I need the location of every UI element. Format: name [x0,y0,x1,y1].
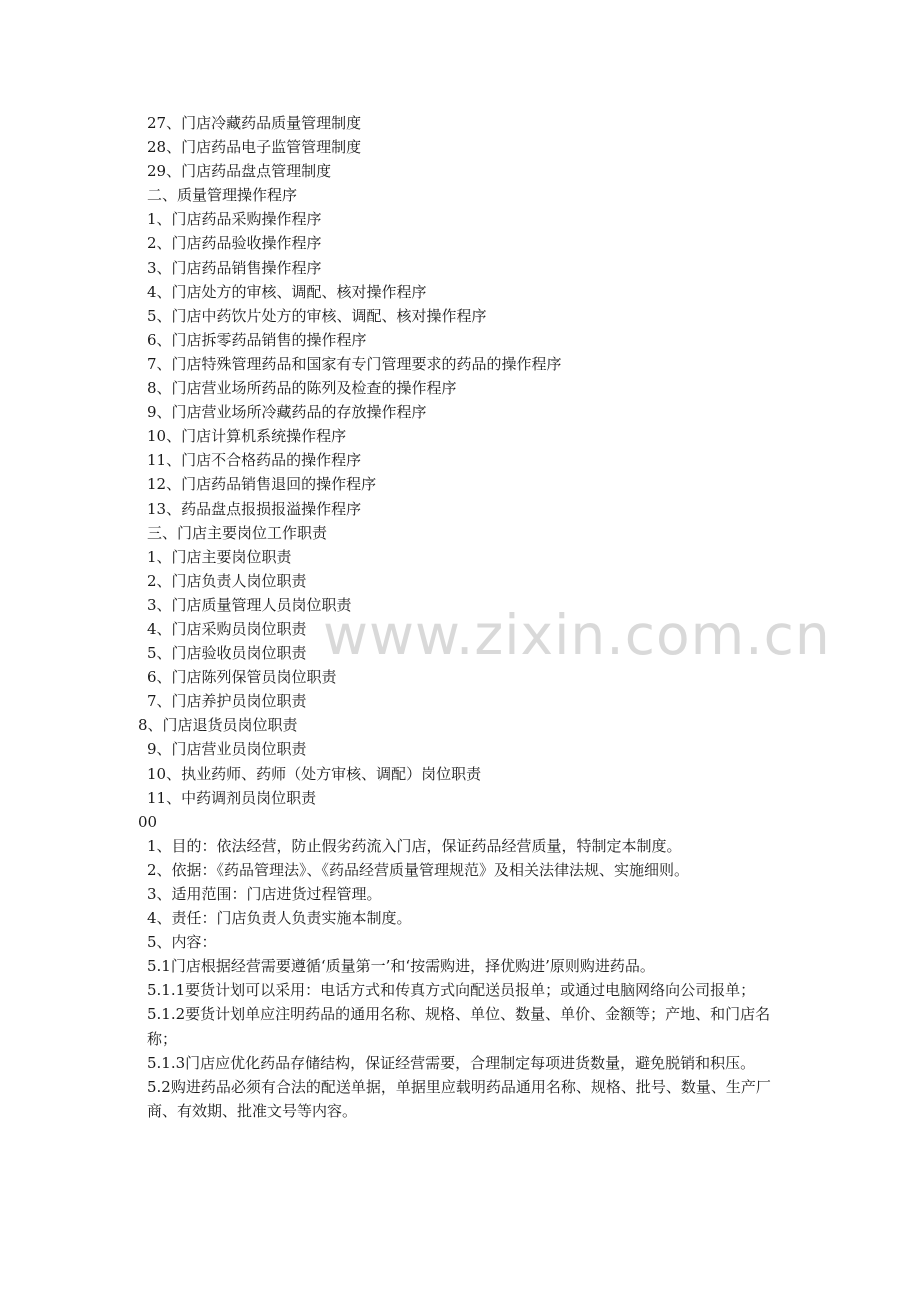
text-line: 8、门店退货员岗位职责 [138,716,298,735]
text-line: 三、门店主要岗位工作职责 [147,523,328,542]
text-line: 5.1.1要货计划可以采用：电话方式和传真方式向配送员报单；或通过电脑网络向公司报单； [147,981,756,1000]
text-line: 4、责任：门店负责人负责实施本制度。 [147,909,412,928]
text-line: 二、质量管理操作程序 [147,186,298,205]
text-line: 13、药品盘点报损报溢操作程序 [147,499,362,518]
text-line: 10、执业药师、药师（处方审核、调配）岗位职责 [147,764,482,783]
text-line: 28、门店药品电子监管管理制度 [147,138,362,157]
text-line: 1、目的：依法经营，防止假劣药流入门店，保证药品经营质量，特制定本制度。 [147,836,682,855]
text-line: 3、门店质量管理人员岗位职责 [147,595,352,614]
text-line: 5.2购进药品必须有合法的配送单据，单据里应载明药品通用名称、规格、批号、数量、生产厂商、有效期、批准文号等内容。 [147,1077,771,1120]
document-body [138,111,786,1123]
text-line: 9、门店营业员岗位职责 [147,740,307,759]
text-line: 12、门店药品销售退回的操作程序 [147,475,377,494]
watermark: www.zixin.com.cn [323,603,831,667]
text-line: 2、门店药品验收操作程序 [147,234,322,253]
text-line: 1、门店药品采购操作程序 [147,210,322,229]
text-line: 11、中药调剂员岗位职责 [147,788,317,807]
text-line: 11、门店不合格药品的操作程序 [147,451,362,470]
text-line: 3、门店药品销售操作程序 [147,258,322,277]
text-line: 5.1门店根据经营需要遵循‘质量第一’和‘按需购进，择优购进’原则购进药品。 [147,957,655,976]
text-line: 5、门店中药饮片处方的审核、调配、核对操作程序 [147,306,487,325]
text-line: 29、门店药品盘点管理制度 [147,162,332,181]
text-line: 5、门店验收员岗位职责 [147,644,307,663]
text-line: 5.1.3门店应优化药品存储结构，保证经营需要，合理制定每项进货数量，避免脱销和积压。 [147,1053,756,1072]
text-line: 00 [138,812,158,831]
text-line: 7、门店养护员岗位职责 [147,692,307,711]
text-line: 2、依据：《药品管理法》、《药品经营质量管理规范》及相关法律法规、实施细则。 [147,860,690,879]
text-line: 10、门店计算机系统操作程序 [147,427,347,446]
text-line: 2、门店负责人岗位职责 [147,571,307,590]
text-line: 1、门店主要岗位职责 [147,547,292,566]
text-line: 3、适用范围：门店进货过程管理。 [147,885,382,903]
text-line: 4、门店采购员岗位职责 [147,619,307,638]
text-line: 5、内容： [147,933,217,952]
text-line: 27、门店冷藏药品质量管理制度 [147,114,362,132]
text-line: 9、门店营业场所冷藏药品的存放操作程序 [147,403,427,422]
text-line: 5.1.2要货计划单应注明药品的通用名称、规格、单位、数量、单价、金额等；产地、和门店名称； [147,1005,771,1048]
text-line: 6、门店陈列保管员岗位职责 [147,668,337,687]
text-line: 8、门店营业场所药品的陈列及检查的操作程序 [147,379,457,398]
text-line: 4、门店处方的审核、调配、核对操作程序 [147,282,427,301]
text-line: 6、门店拆零药品销售的操作程序 [147,330,367,349]
text-line: 7、门店特殊管理药品和国家有专门管理要求的药品的操作程序 [147,354,562,373]
